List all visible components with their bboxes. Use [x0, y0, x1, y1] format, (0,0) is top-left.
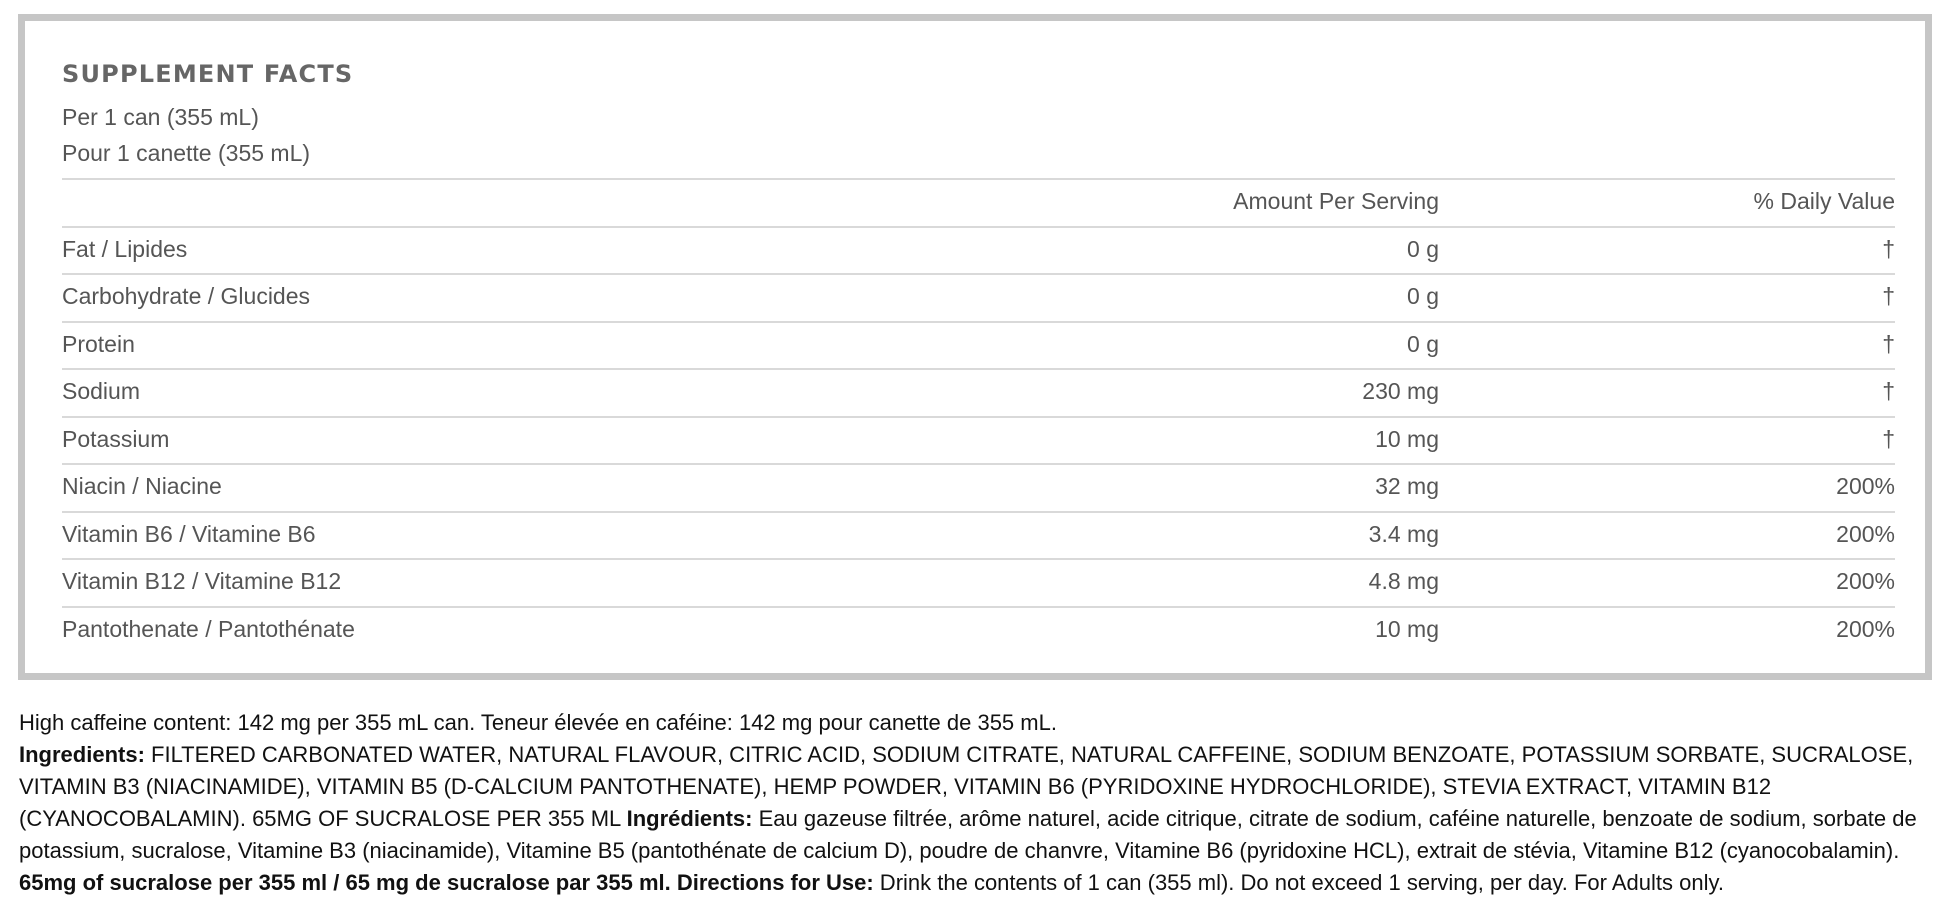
table-row	[62, 416, 1895, 464]
directions-label: Directions for Use:	[670, 870, 874, 895]
ingredients-fr-label: Ingrédients:	[626, 806, 753, 831]
caffeine-warning: High caffeine content: 142 mg per 355 mL can. Teneur élevée en caféine: 142 mg pour canette de 355 mL.	[19, 710, 1057, 735]
nutrient-amount: 0 g	[1407, 235, 1439, 262]
nutrient-daily-value: †	[1882, 330, 1895, 357]
ingredients-fr-text: Eau gazeuse filtrée, arôme naturel, acide citrique, citrate de sodium, caféine naturelle, benzoate de sodium, sorbate de potassium, sucralose, Vitamine B3 (niacinamide), Vitamine B5 (pantothénate de calcium D), poudre de chanvre, Vitamine B6 (pyridoxine HCL), extrait de stévia, Vitamine B12 (cyanocobalamin).	[19, 806, 1917, 863]
nutrient-amount: 3.4 mg	[1368, 520, 1439, 547]
table-row	[62, 273, 1895, 321]
nutrient-name: Fat / Lipides	[62, 235, 188, 262]
serving-size-fr: Pour 1 canette (355 mL)	[62, 140, 311, 166]
supplement-facts-panel	[18, 14, 1932, 680]
header-daily-value: % Daily Value	[1753, 188, 1895, 214]
nutrient-name: Carbohydrate / Glucides	[62, 283, 311, 309]
facts-title: SUPPLEMENT FACTS	[62, 60, 354, 88]
nutrient-daily-value: 200%	[1836, 520, 1895, 547]
nutrient-daily-value: 200%	[1836, 568, 1895, 594]
ingredients-en-label: Ingredients:	[19, 742, 145, 767]
table-row	[62, 606, 1895, 654]
nutrient-amount: 10 mg	[1375, 425, 1439, 452]
table-row	[62, 558, 1895, 606]
facts-table	[62, 178, 1895, 653]
table-row	[62, 226, 1895, 274]
nutrient-amount: 0 g	[1407, 283, 1439, 309]
table-row	[62, 368, 1895, 416]
directions-paragraph	[19, 867, 1931, 899]
nutrient-name: Sodium	[62, 378, 140, 404]
nutrient-amount: 10 mg	[1375, 615, 1439, 642]
nutrient-name: Vitamin B12 / Vitamine B12	[62, 568, 342, 594]
ingredients-en-text: FILTERED CARBONATED WATER, NATURAL FLAVOUR, CITRIC ACID, SODIUM CITRATE, NATURAL CAFFEINE, SODIUM BENZOATE, POTASSIUM SORBATE, SUCRALOSE, VITAMIN B3 (NIACINAMIDE), VITAMIN B5 (D-CALCIUM PANTOTHENATE), HEMP POWDER, VITAMIN B6 (PYRIDOXINE HYDROCHLORIDE), STEVIA EXTRACT, VITAMIN B12 (CYANOCOBALAMIN). 65MG OF SUCRALOSE PER 355 ML	[19, 742, 1914, 831]
serving-size-en: Per 1 can (355 mL)	[62, 104, 259, 130]
table-row	[62, 463, 1895, 511]
nutrient-daily-value: †	[1882, 283, 1895, 309]
product-notes	[19, 707, 1931, 899]
nutrient-daily-value: †	[1882, 378, 1895, 404]
sucralose-statement: 65mg of sucralose per 355 ml / 65 mg de sucralose par 355 ml.	[19, 870, 671, 895]
table-header-row	[62, 178, 1895, 226]
nutrient-amount: 4.8 mg	[1368, 568, 1439, 594]
table-row	[62, 511, 1895, 559]
nutrient-daily-value: 200%	[1836, 473, 1895, 499]
directions-text: Drink the contents of 1 can (355 ml). Do not exceed 1 serving, per day. For Adults only.	[873, 870, 1724, 895]
nutrient-name: Protein	[62, 330, 135, 357]
ingredients-paragraph	[19, 739, 1931, 867]
nutrient-daily-value: †	[1882, 235, 1895, 262]
nutrient-name: Niacin / Niacine	[62, 473, 222, 499]
table-row	[62, 321, 1895, 369]
nutrient-name: Pantothenate / Pantothénate	[62, 615, 355, 642]
nutrient-daily-value: †	[1882, 425, 1895, 452]
supplement-facts-content	[62, 21, 1895, 673]
nutrient-name: Vitamin B6 / Vitamine B6	[62, 520, 316, 547]
nutrient-amount: 32 mg	[1375, 473, 1439, 499]
nutrient-name: Potassium	[62, 425, 170, 452]
nutrient-daily-value: 200%	[1836, 615, 1895, 642]
header-amount-per-serving: Amount Per Serving	[1233, 188, 1439, 214]
nutrient-amount: 0 g	[1407, 330, 1439, 357]
nutrient-amount: 230 mg	[1362, 378, 1439, 404]
